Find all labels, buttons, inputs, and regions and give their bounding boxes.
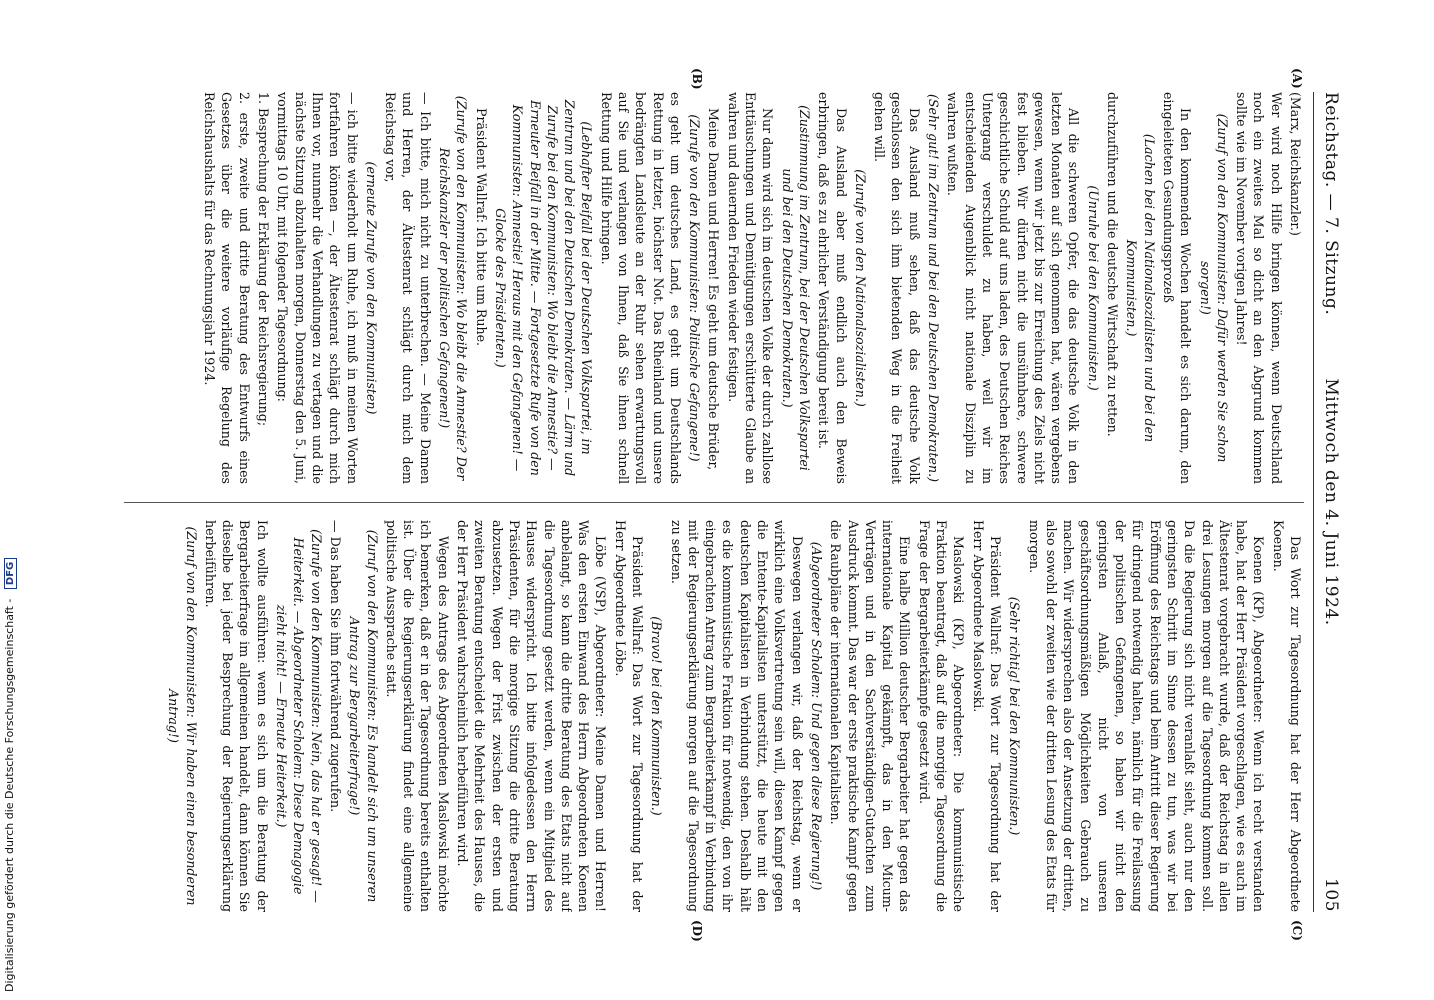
interjection: (Zurufe von den Kommunisten: Politische Gefangene!): [687, 114, 703, 462]
interjection: (Zuruf von den Kommunisten: Dafür werden Sie schon sorgen!): [1197, 113, 1230, 463]
header-left: Reichstag. — 7. Sitzung.: [1321, 92, 1341, 316]
paragraph: Präsident Wallraf: Ich bitte um Ruhe.: [473, 108, 489, 347]
paragraph: — ich bitte wiederholt um Ruhe, ich muß in meinen Worten fortfahren können —, der Ältestenrat schlägt durch mich Ihnen vor, nunmehr die Verhandlungen zu vertagen und die nächste Sitzung abzuhalten morgen, Donnerstag den 5. Juni, vormittags 10 Uhr, mit folgender Tagesordnung:: [275, 92, 360, 484]
paragraph: Maslowski (KP), Abgeordneter: Die kommunistische Fraktion beantragt, daß auf die morgige Tagesordnung die Frage der Bergarbeiterkämpfe gesetzt wird.: [916, 520, 967, 912]
paragraph: Wer wird noch Hilfe bringen können, wenn Deutschland noch ein zweites Mal so dicht an den Abgrund kommen sollte wie im November vorigen Jahres!: [1234, 92, 1284, 484]
interjection: (Zustimmung im Zentrum, bei der Deutschen Volkspartei und bei den Deutschen Demokraten.): [779, 105, 812, 471]
right-column: [74, 520, 1304, 912]
paragraph: Eine halbe Million deutscher Bergarbeiter hat gegen das internationale Kapital gekämpft, das in den Micum-Verträgen und in den Sachverständigen-Gutachten zum Ausdruck kommt. Das war der erste praktische Kampf gegen die Raubpläne der internationalen Kapitalisten.: [828, 520, 913, 912]
interjection: (Lebhafter Beifall bei der Deutschen Volkspartei, im Zentrum und bei den Deutschen Demokraten. — Lärm und Zurufe bei den Kommunisten: Wo bleibt die Amnestie? — Erneuter Beifall in der Mitte. — Fortgesetzte Rufe von den Kommunisten: Amnestie! Heraus mit den Gefangenen! — Glocke des Präsidenten.): [492, 99, 595, 477]
paragraph: 2. erste, zweite und dritte Beratung des Entwurfs eines Gesetzes über die weitere vorläufige Regelung des Reichshaushalts für das Rechnungsjahr 1924.: [202, 92, 252, 484]
interjection: (Sehr gut! im Zentrum und bei den Deutschen Demokraten.): [926, 93, 942, 482]
paragraph: 1. Besprechung der Erklärung der Reichsregierung;: [256, 92, 272, 427]
paragraph: durchzuführen und die deutsche Wirtschaft zu retten.: [1105, 92, 1121, 437]
paragraph: — Das haben Sie ihm fortwährend zugerufen.: [327, 520, 343, 813]
interjection: (Zuruf von den Kommunisten: Wir haben einen besonderen Antrag!): [166, 526, 199, 906]
page-number: 105: [1321, 878, 1341, 912]
paragraph: Das Ausland muß sehen, daß das deutsche Volk geschlossen den sich ihm bietenden Weg in die Freiheit gehen will.: [872, 92, 922, 484]
paragraph: Ich wollte ausführen: wenn es sich um die Beratung der Bergarbeiterfrage im allgemeinen handelt, dann können Sie dieselbe bei jeder Besprechung der Regierungserklärung herbeiführen.: [202, 520, 270, 912]
interjection: (Abgeordneter Scholem: Und gegen diese Regierung!): [808, 541, 824, 891]
interjection: (Zurufe von den Kommunisten: Nein, das hat er gesagt! — Heiterkeit. — Abgeordneter Scholem: Diese Demagogie zieht nicht! — Erneute Heiterkeit.): [274, 529, 324, 903]
margin-marker-d: (D): [690, 920, 704, 942]
paragraph: Das Wort zur Tagesordnung hat der Herr Abgeordnete Koenen.: [1270, 520, 1303, 912]
column-divider: [124, 502, 1304, 503]
interjection: (Lachen bei den Nationalsozialisten und bei den Kommunisten.): [1124, 133, 1157, 443]
interjection: (Zuruf von den Kommunisten: Es handelt sich um unseren Antrag zur Bergarbeiterfrage!): [347, 529, 380, 903]
margin-marker-c: (C): [1290, 920, 1304, 941]
paragraph: Nur dann wird sich im deutschen Volke der durch zahllose Enttäuschungen und Demütigungen erschütterte Glaube an wahren und dauernden Frieden wieder festigen.: [725, 92, 776, 484]
header-date: Mittwoch den 4. Juni 1924.: [1321, 378, 1341, 626]
margin-marker-a: (A): [1290, 68, 1304, 89]
paragraph: Koenen (KP), Abgeordneter: Wenn ich recht verstanden habe, hat der Herr Präsident vorgeschlagen, wie es auch im Ältestenrat vorgebracht wurde, daß der Reichstag in allen drei Lesungen morgen auf die Tagesordnung kommen soll. Da die Regierung sich nicht veranlaßt sieht, auch nur den geringsten Schritt im Sinne dessen zu tun, was wir bei Eröffnung des Reichstags und beim Antritt dieser Regierung für dringend notwendig halten, nämlich für die Freilassung der politischen Gefangenen, so haben wir nicht den geringsten Anlaß, nicht von unseren geschäftsordnungsmäßigen Möglichkeiten Gebrauch zu machen. Wir widersprechen also der Ansetzung der dritten, also sowohl der zweiten wie der dritten Lesung des Etats für morgen.: [1026, 520, 1267, 912]
paragraph: Präsident Wallraf: Das Wort zur Tagesordnung hat der Herr Abgeordnete Löbe.: [612, 520, 646, 912]
paragraph: Präsident Wallraf: Das Wort zur Tagesordnung hat der Herr Abgeordnete Maslowski.: [970, 520, 1003, 912]
paragraph: In den kommenden Wochen handelt es sich darum, den eingeleiteten Gesundungsprozeß: [1160, 92, 1194, 484]
interjection: (Unruhe bei den Kommunisten.): [1085, 185, 1101, 391]
paragraph: Meine Damen und Herren! Es geht um deutsche Brüder,: [706, 108, 722, 471]
header-rule: [1313, 92, 1314, 912]
page-content: [74, 68, 1344, 942]
paragraph: — Ich bitte, mich nicht zu unterbrechen. — Meine Damen und Herren, der Ältestenrat schlägt durch mich dem Reichstag vor,: [383, 92, 433, 484]
interjection: (erneute Zurufe von den Kommunisten): [363, 161, 379, 415]
interjection: (Bravo! bei den Kommunisten.): [649, 616, 665, 816]
paragraph: Löbe (VSP), Abgeordneter: Meine Damen und Herren! Was den ersten Einwand des Herrn Abgeordneten Koenen anbelangt, so kann die dritte Beratung des Etats nicht auf die Tagesordnung gesetzt werden, wenn ein Mitglied des Hauses widerspricht. Ich bitte infolgedessen den Herrn Präsidenten, für die morgige Sitzung die dritte Beratung abzusetzen. Wegen der Frist zwischen der ersten und zweiten Beratung entscheidet die Mehrheit des Hauses, die der Herr Präsident wahrscheinlich herbeiführen wird.: [455, 520, 609, 912]
page-header: [1318, 92, 1344, 912]
paragraph: (Marx, Reichskanzler.): [1288, 92, 1303, 236]
credit-text: Digitalisierung gefördert durch die Deutsche Forschungsgemeinschaft -: [3, 598, 16, 992]
interjection: (Zurufe von den Kommunisten: Wo bleibt die Amnestie? Der Reichskanzler der politischen Gefangenen!): [437, 95, 470, 481]
paragraph: es geht um deutsches Land, es geht um Deutschlands Rettung in letzter, höchster Not. Das Rheinland und unsere bedrängten Landsleute an der Ruhr sehen erwartungsvoll auf Sie und verlangen von Ihnen, daß Sie ihnen schnell Rettung und Hilfe bringen.: [598, 92, 683, 484]
paragraph: Deswegen verlangen wir, daß der Reichstag, wenn er wirklich eine Volksvertretung sein will, diesen Kampf gegen die Entente-Kapitalisten unterstützt, die heute mit den deutschen Kapitalisten in Verbindung stehen. Deshalb hält es die kommunistische Fraktion für notwendig, den von ihr eingebrachten Antrag zum Bergarbeiterkampf in Verbindung mit der Regierungserklärung morgen auf die Tagesordnung zu setzen.: [668, 520, 805, 912]
digitization-credit-strip: [0, 0, 22, 1000]
digitization-credit: [3, 558, 17, 992]
paragraph: All die schweren Opfer, die das deutsche Volk in den letzten Monaten auf sich genommen hat, wären vergebens gewesen, wenn wir jetzt bis zur Erreichung des Ziels nicht fest blieben. Wir dürfen nicht die unsühnbare, schwere geschichtliche Schuld auf uns laden, des Deutschen Reiches Untergang verschuldet zu haben, weil wir im entscheidenden Augenblick nicht nationale Disziplin zu wahren wußten.: [945, 92, 1082, 484]
interjection: (Sehr richtig! bei den Kommunisten.): [1007, 596, 1023, 836]
left-column: [74, 92, 1304, 484]
paragraph: Wegen des Antrags des Abgeordneten Maslowski möchte ich bemerken, daß er in der Tagesordnung bereits enthalten ist. Über die Regierungserklärung findet eine allgemeine politische Aussprache statt.: [383, 520, 451, 912]
margin-marker-b: (B): [690, 68, 704, 90]
interjection: (Zurufe von den Nationalsozialisten.): [852, 169, 868, 407]
paragraph: Das Ausland aber muß endlich auch den Beweis erbringen, daß es zu ehrlicher Verständigung bereit ist.: [816, 92, 849, 484]
dfg-logo: DFG: [4, 558, 17, 589]
